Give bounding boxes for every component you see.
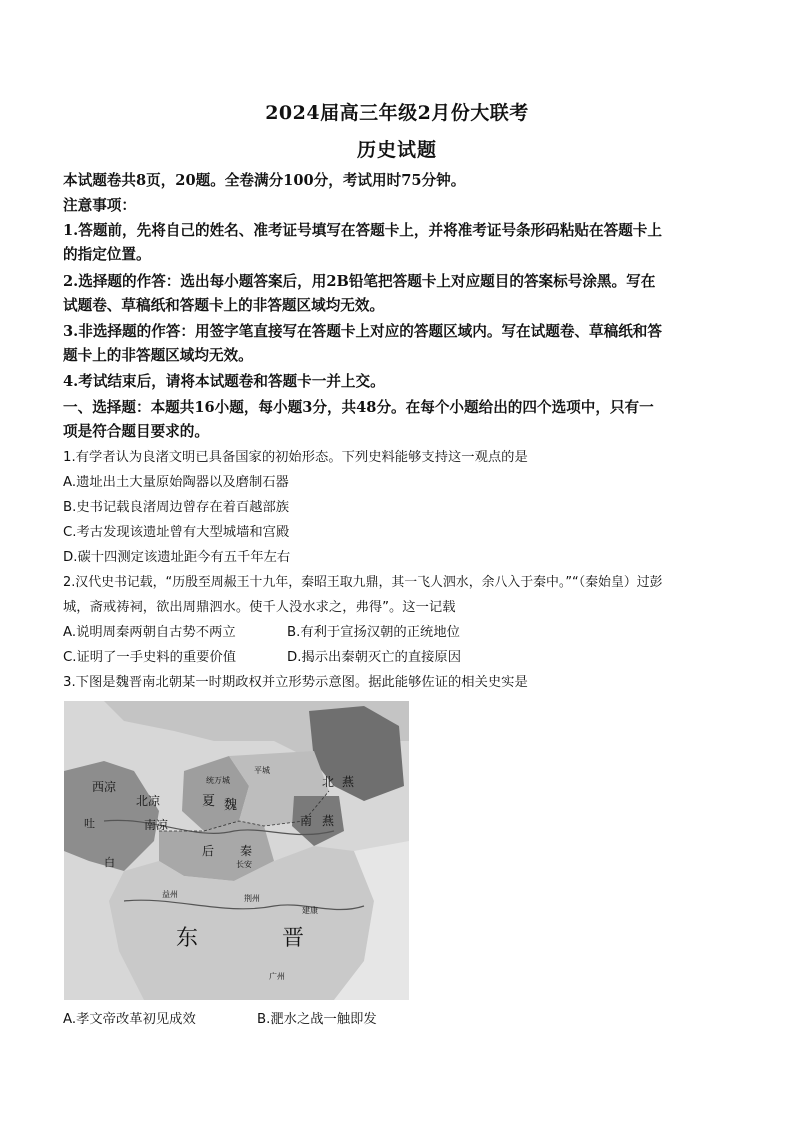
q3-stem: 3.下图是魏晋南北朝某一时期政权并立形势示意图。据此能够佐证的相关史实是 xyxy=(63,675,528,690)
map-label: 东 xyxy=(176,926,199,951)
q2-option-b: B.有利于宣扬汉朝的正统地位 xyxy=(287,625,460,640)
intro-text: 本试题卷共8页，20题。全卷满分100分，考试用时75分钟。 xyxy=(63,172,466,189)
map-label: 燕 xyxy=(322,814,335,828)
q2-stem-cont: 城，斋戒祷祠，欲出周鼎泗水。使千人没水求之，弗得”。这一记载 xyxy=(63,600,456,615)
q1-stem: 1.有学者认为良渚文明已具备国家的初始形态。下列史料能够支持这一观点的是 xyxy=(63,450,528,465)
section-heading-cont: 项是符合题目要求的。 xyxy=(63,423,209,440)
q1-option-b: B.史书记载良渚周边曾存在着百越部族 xyxy=(63,500,290,515)
q3-option-a: A.孝文帝改革初见成效 xyxy=(63,1012,196,1027)
notice-line: 1.答题前，先将自己的姓名、准考证号填写在答题卡上，并将准考证号条形码粘贴在答题卡上 xyxy=(63,222,662,239)
q1-option-a: A.遗址出土大量原始陶器以及磨制石器 xyxy=(63,475,289,490)
map-label: 白 xyxy=(104,856,115,869)
map-label: 南凉 xyxy=(144,818,169,832)
notice-heading: 注意事项： xyxy=(63,197,136,214)
exam-title: 2024届高三年级2月份大联考 xyxy=(265,102,529,124)
notice-line: 试题卷、草稿纸和答题卡上的非答题区域均无效。 xyxy=(63,297,385,314)
notice-line: 题卡上的非答题区域均无效。 xyxy=(63,347,253,364)
map-label: 长安 xyxy=(236,860,252,869)
map-label: 平城 xyxy=(254,766,270,775)
q2-option-d: D.揭示出秦朝灭亡的直接原因 xyxy=(287,650,462,665)
map-label: 广州 xyxy=(269,972,285,981)
notice-line: 3.非选择题的作答：用签字笔直接写在答题卡上对应的答题区域内。写在试题卷、草稿纸和答 xyxy=(63,323,662,340)
q2-option-a: A.说明周秦两朝自古势不两立 xyxy=(63,625,236,640)
q1-option-d: D.碳十四测定该遗址距今有五千年左右 xyxy=(63,550,291,565)
map-label: 晋 xyxy=(282,926,305,951)
map-label: 北凉 xyxy=(136,794,161,808)
map-label: 魏 xyxy=(224,798,238,813)
map-figure xyxy=(64,701,409,1000)
notice-line: 的指定位置。 xyxy=(63,246,151,263)
map-label: 南 xyxy=(300,814,313,828)
section-heading: 一、选择题：本题共16小题，每小题3分，共48分。在每个小题给出的四个选项中，只有一 xyxy=(63,399,654,416)
map-label: 荆州 xyxy=(244,894,260,903)
notice-line: 2.选择题的作答：选出每小题答案后，用2B铅笔把答题卡上对应题目的答案标号涂黑。写在 xyxy=(63,273,656,290)
map-label: 夏 xyxy=(202,794,216,809)
map-label: 益州 xyxy=(162,890,178,899)
map-label: 吐 xyxy=(84,817,95,830)
q2-option-c: C.证明了一手史料的重要价值 xyxy=(63,650,237,665)
map-label: 西凉 xyxy=(92,780,117,794)
map-label: 后 xyxy=(202,844,215,858)
map-label: 统万城 xyxy=(206,776,230,785)
map-label: 秦 xyxy=(240,844,253,858)
exam-subtitle: 历史试题 xyxy=(356,139,437,161)
q3-option-b: B.淝水之战一触即发 xyxy=(257,1012,377,1027)
notice-line: 4.考试结束后，请将本试题卷和答题卡一并上交。 xyxy=(63,373,385,390)
map-label: 建康 xyxy=(302,906,318,915)
q1-option-c: C.考古发现该遗址曾有大型城墙和宫殿 xyxy=(63,525,290,540)
q2-stem: 2.汉代史书记载，“历殷至周赧王十九年，秦昭王取九鼎，其一飞人泗水，余八入于秦中。”“（秦始皇）过彭 xyxy=(63,575,663,590)
map-label: 燕 xyxy=(342,775,355,789)
map-label: 北 xyxy=(322,775,335,789)
